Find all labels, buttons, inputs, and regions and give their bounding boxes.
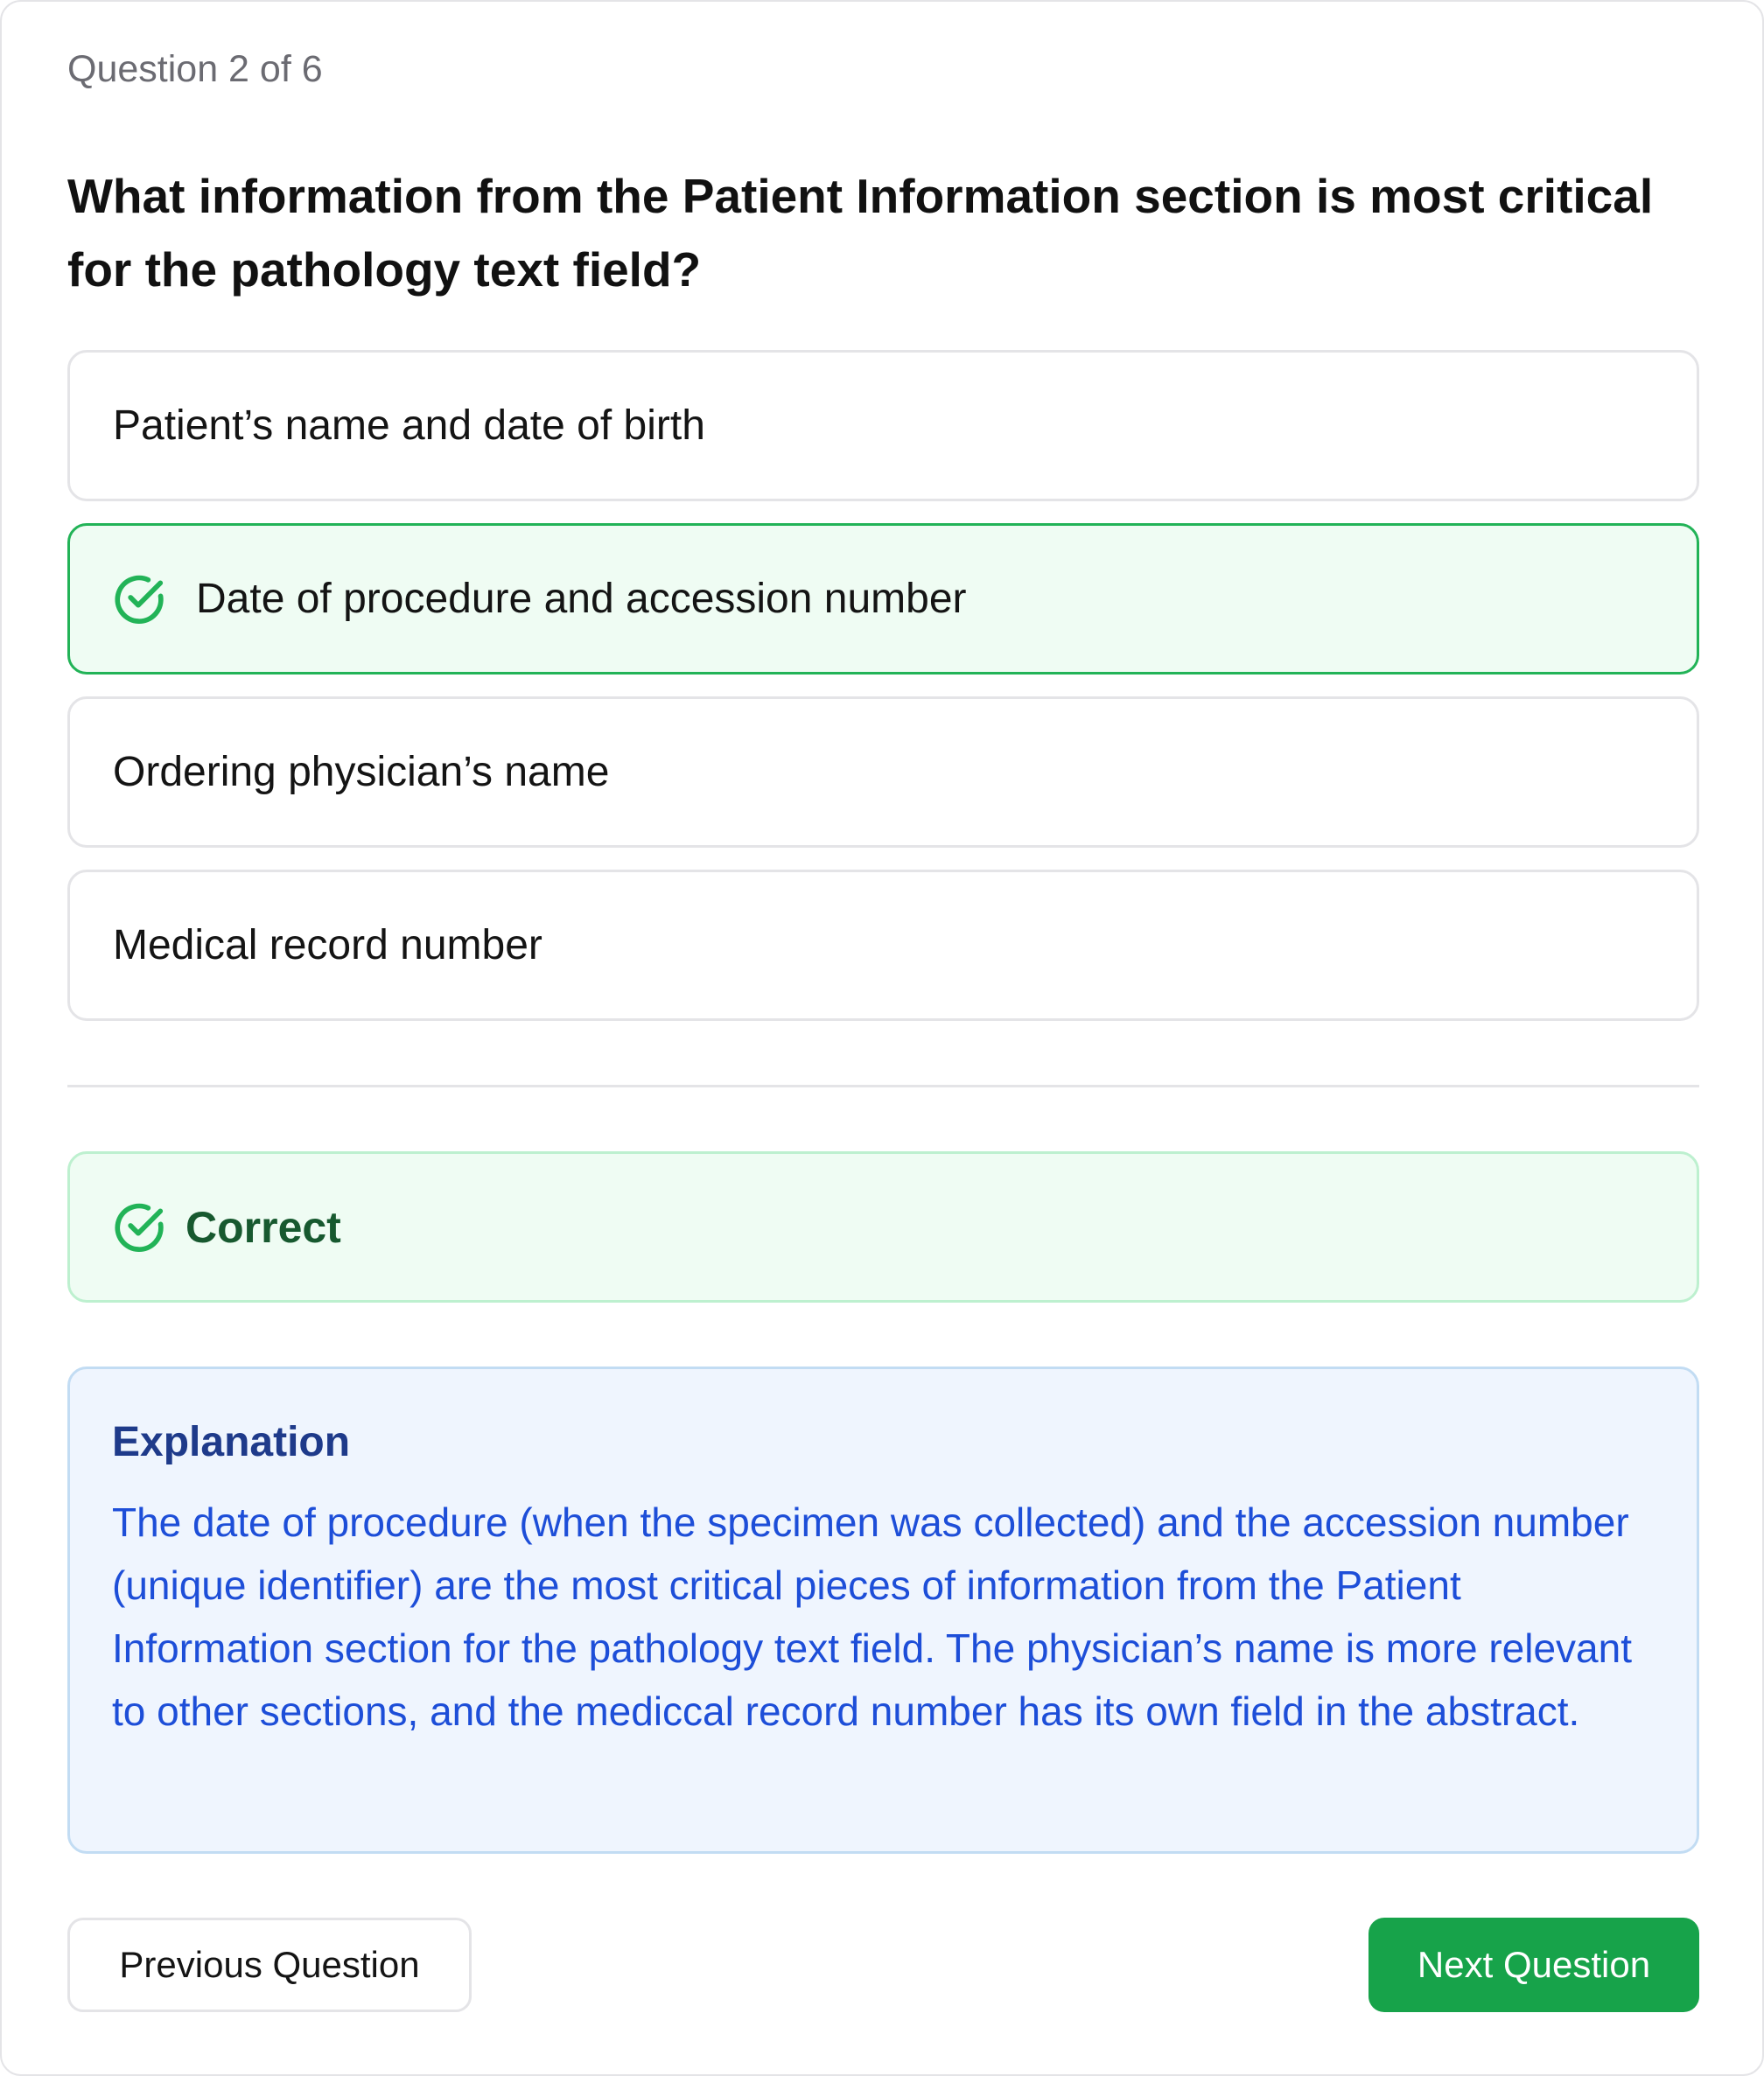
answer-option-label: Medical record number [113, 922, 542, 968]
result-label: Correct [186, 1202, 341, 1252]
answer-option-label: Date of procedure and accession number [196, 576, 967, 622]
answer-option-3[interactable] [67, 696, 1699, 848]
check-circle-icon [112, 1200, 166, 1255]
explanation-panel [67, 1367, 1699, 1854]
question-counter: Question 2 of 6 [67, 48, 323, 90]
check-circle-icon [112, 572, 166, 626]
result-banner [67, 1151, 1699, 1303]
answer-option-1[interactable] [67, 350, 1699, 501]
answer-options [67, 350, 1699, 1043]
answer-option-label: Ordering physician’s name [113, 749, 610, 795]
explanation-body: The date of procedure (when the specimen was collected) and the accession number (unique identifier) are the most critical pieces of information from the Patient Information section for the pathology text field. The physician’s name is more relevant to other sections, and the medicсal record number has its own field in the abstract. [112, 1499, 1632, 1734]
question-text: What information from the Patient Information section is most critical for the pathology text field? [67, 169, 1654, 297]
next-question-button[interactable]: Next Question [1368, 1918, 1699, 2012]
answer-option-label: Patient’s name and date of birth [113, 402, 705, 449]
answer-option-2[interactable] [67, 523, 1699, 675]
explanation-title: Explanation [112, 1419, 351, 1465]
divider [67, 1085, 1699, 1087]
answer-option-4[interactable] [67, 870, 1699, 1021]
previous-question-button[interactable]: Previous Question [67, 1918, 472, 2012]
